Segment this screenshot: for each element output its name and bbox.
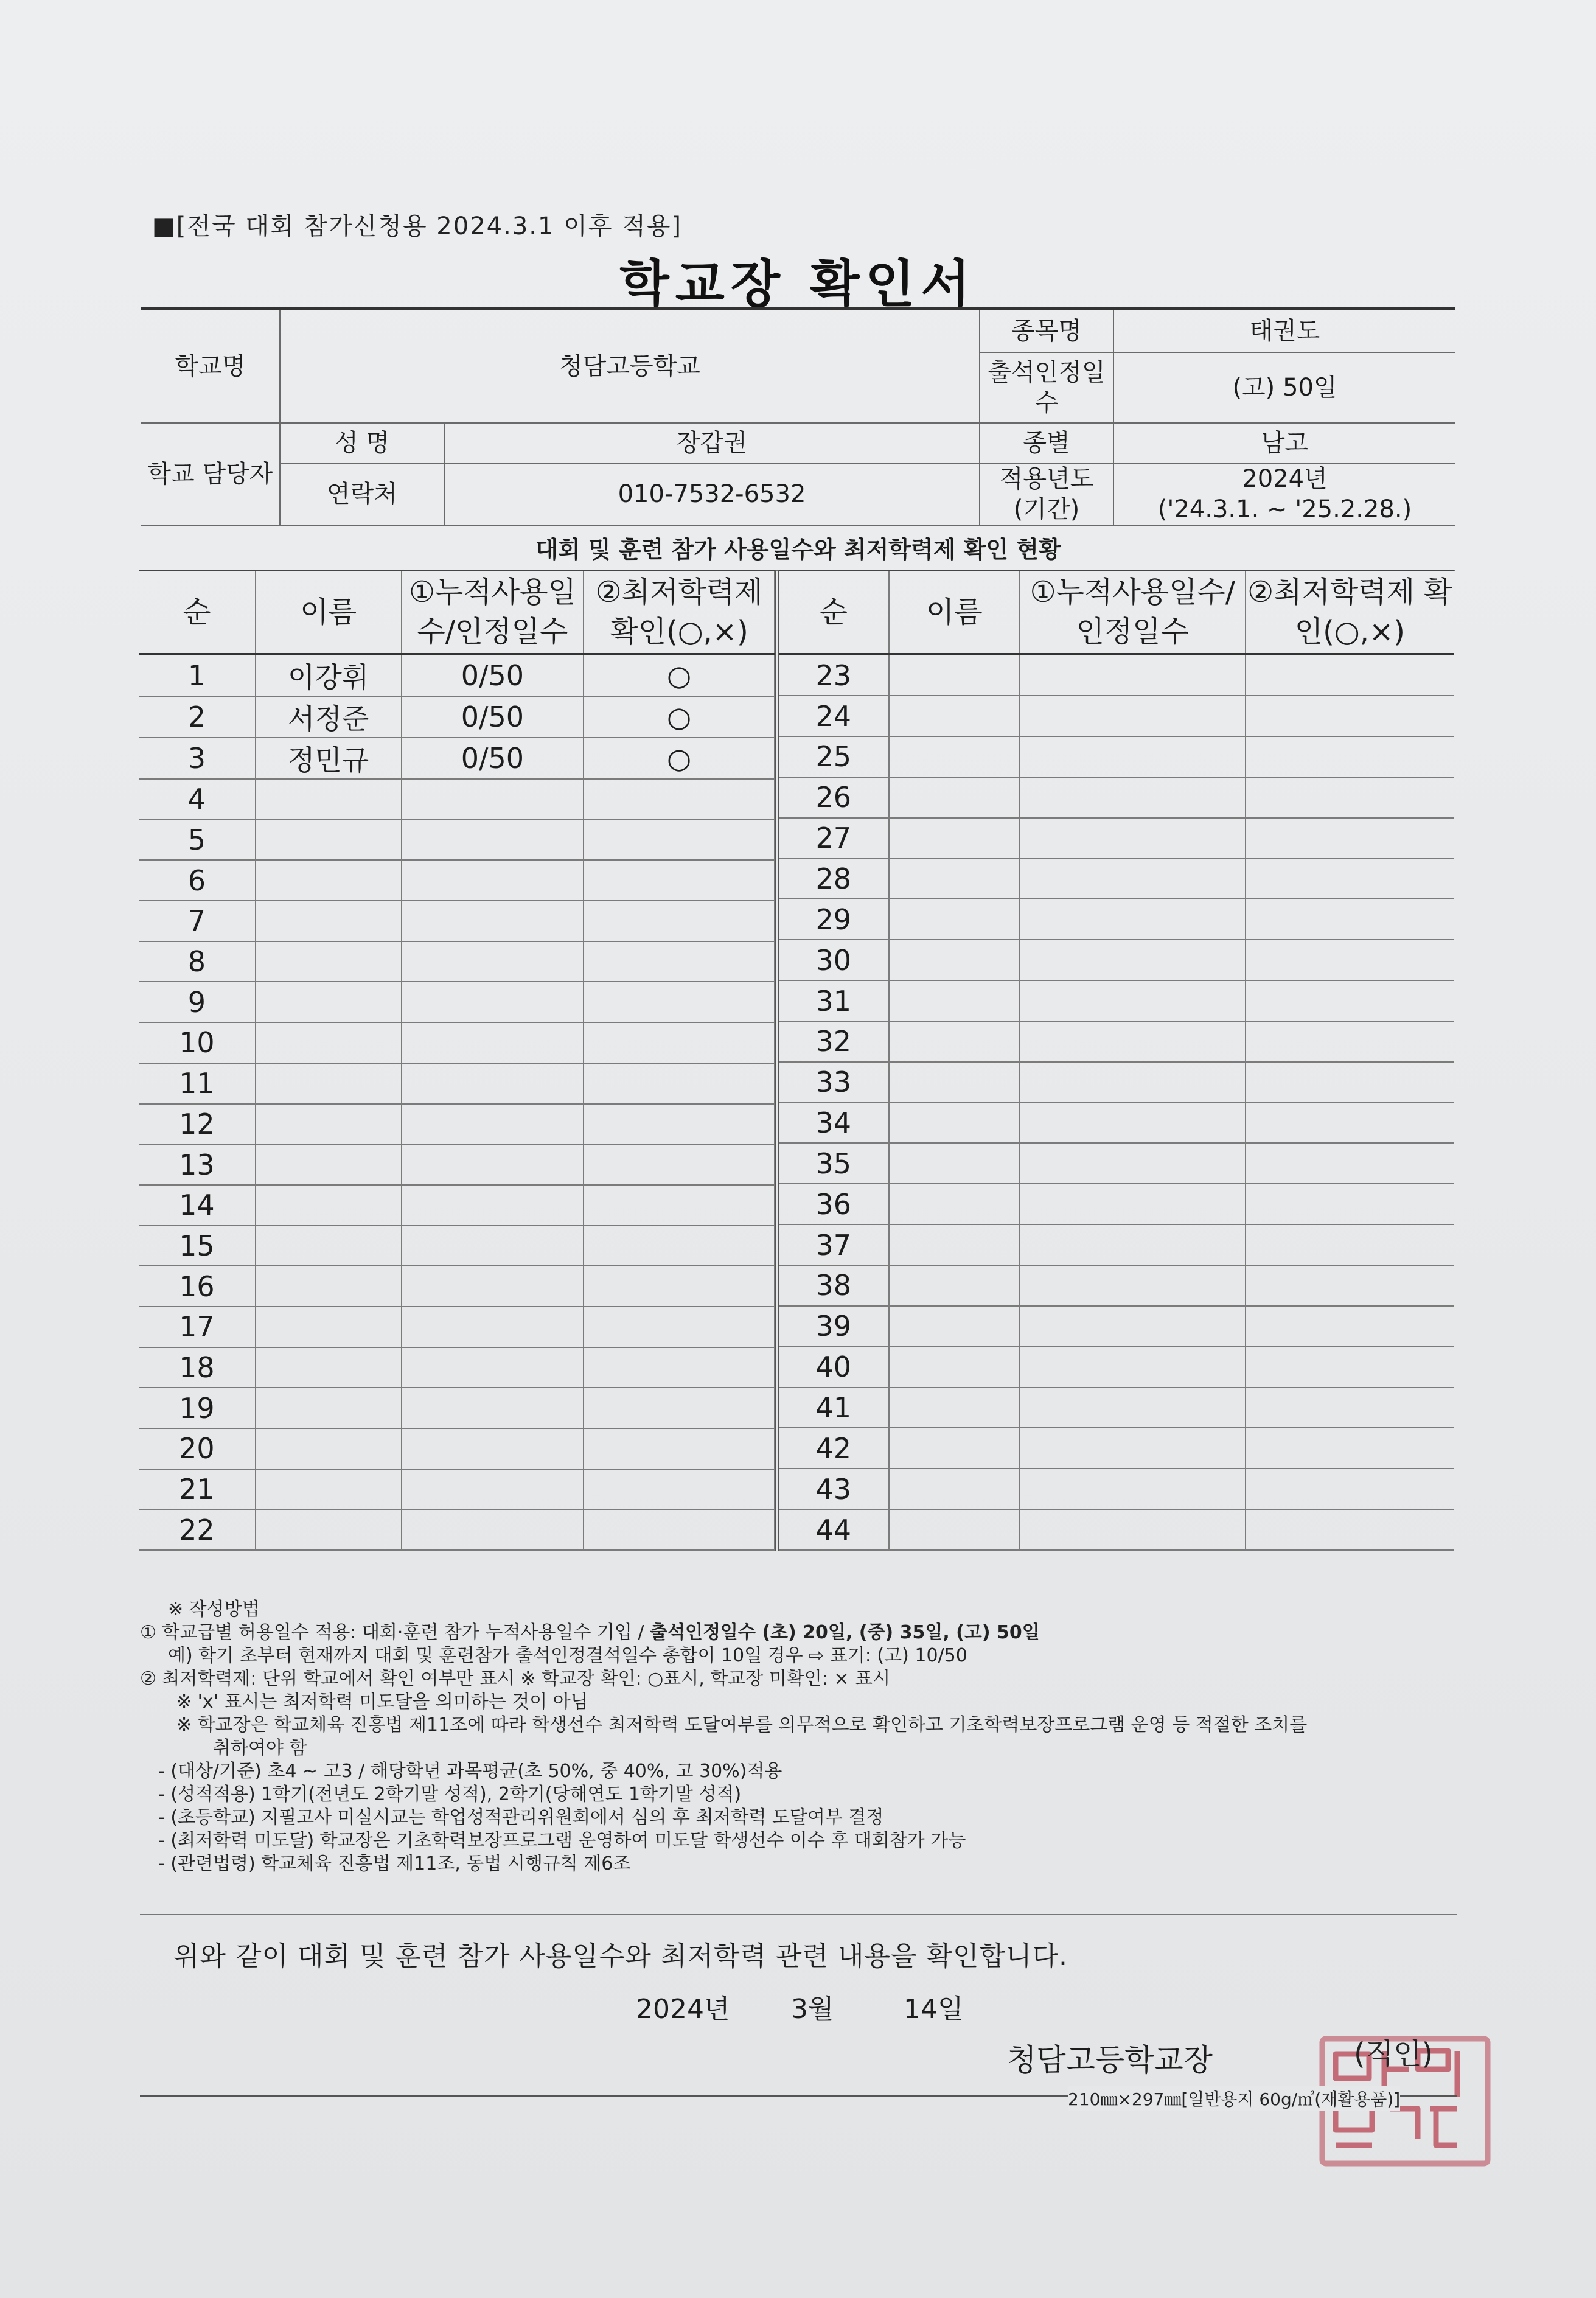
cell-check xyxy=(584,1063,775,1104)
table-row xyxy=(777,1265,1454,1306)
cell-days xyxy=(402,1388,584,1428)
cell-check xyxy=(1246,1062,1454,1103)
cell-check xyxy=(1246,818,1454,859)
cell-check xyxy=(584,779,775,820)
cell-days xyxy=(402,779,584,820)
cell-check xyxy=(1246,1347,1454,1388)
cell-name xyxy=(889,696,1020,736)
cell-days xyxy=(402,1307,584,1347)
cell-no: 7 xyxy=(139,901,256,941)
cell-check xyxy=(584,1428,775,1469)
cell-no: 29 xyxy=(777,899,889,940)
cell-no: 11 xyxy=(139,1063,256,1104)
cell-name: 이강휘 xyxy=(256,654,402,696)
cell-name xyxy=(256,1428,402,1469)
cell-check xyxy=(584,820,775,861)
table-row xyxy=(139,1428,775,1469)
attendance-value: (고) 50일 xyxy=(1113,352,1455,423)
cell-days xyxy=(402,1347,584,1388)
gender-label: 종별 xyxy=(980,423,1113,463)
cell-no: 17 xyxy=(139,1307,256,1347)
cell-name xyxy=(889,1306,1020,1347)
cell-days xyxy=(402,1226,584,1266)
col-header-name: 이름 xyxy=(889,571,1020,655)
cell-days xyxy=(402,1428,584,1469)
cell-name xyxy=(889,940,1020,980)
cell-no: 32 xyxy=(777,1021,889,1062)
cell-name xyxy=(889,1184,1020,1224)
participant-table-left xyxy=(139,570,775,1551)
cell-no: 20 xyxy=(139,1428,256,1469)
instruction-2: ② 최저학력제: 단위 학교에서 확인 여부만 표시 ※ 학교장 확인: ○표시, 학교장 미확인: × 표시 xyxy=(140,1668,891,1689)
cell-check xyxy=(1246,1469,1454,1509)
cell-days xyxy=(1020,859,1246,899)
divider xyxy=(140,1914,1457,1915)
cell-name xyxy=(889,1347,1020,1388)
cell-days: 0/50 xyxy=(402,696,584,738)
table-row xyxy=(777,696,1454,736)
cell-days xyxy=(402,1022,584,1063)
table-row xyxy=(139,941,775,982)
cell-days xyxy=(1020,1509,1246,1550)
cell-name xyxy=(889,1469,1020,1509)
table-row xyxy=(777,1062,1454,1103)
cell-name xyxy=(889,1428,1020,1469)
cell-name xyxy=(256,982,402,1022)
cell-check xyxy=(1246,859,1454,899)
cell-name xyxy=(889,1224,1020,1265)
cell-days xyxy=(1020,1428,1246,1469)
cell-days xyxy=(1020,940,1246,980)
cell-name xyxy=(889,859,1020,899)
cell-check xyxy=(584,1144,775,1185)
cell-days xyxy=(1020,1143,1246,1184)
cell-check: ○ xyxy=(584,696,775,738)
instruction-2-note-b-cont: 취하여야 함 xyxy=(213,1737,307,1759)
year-value xyxy=(1113,463,1455,525)
table-row xyxy=(139,1022,775,1063)
table-row xyxy=(777,1103,1454,1144)
cell-check xyxy=(584,1388,775,1428)
instruction-2-note-a: ※ 'x' 표시는 최저학력 미도달을 의미하는 것이 아님 xyxy=(176,1691,588,1713)
cell-days xyxy=(402,820,584,861)
cell-check xyxy=(584,860,775,901)
cell-no: 43 xyxy=(777,1469,889,1509)
cell-name xyxy=(256,1509,402,1550)
date-year: 2024년 xyxy=(636,1994,730,2025)
cell-check xyxy=(1246,1224,1454,1265)
table-row xyxy=(139,1226,775,1266)
cell-check xyxy=(1246,940,1454,980)
cell-name xyxy=(889,777,1020,818)
cell-no: 18 xyxy=(139,1347,256,1388)
table-row xyxy=(139,696,775,738)
cell-days xyxy=(402,1469,584,1510)
cell-check xyxy=(584,1104,775,1145)
cell-no: 23 xyxy=(777,654,889,696)
cell-name xyxy=(889,1062,1020,1103)
cell-days xyxy=(1020,1224,1246,1265)
cell-name xyxy=(256,1063,402,1104)
table-row xyxy=(777,859,1454,899)
cell-name xyxy=(256,901,402,941)
table-row xyxy=(139,901,775,941)
detail-3: - (초등학교) 지필고사 미실시교는 학업성적관리위원회에서 심의 후 최저학력 도달여부 결정 xyxy=(158,1807,884,1828)
cell-check xyxy=(1246,1428,1454,1469)
list-heading: 대회 및 훈련 참가 사용일수와 최저학력제 확인 현황 xyxy=(141,529,1455,571)
cell-check xyxy=(584,901,775,941)
sport-label: 종목명 xyxy=(980,309,1113,352)
cell-no: 13 xyxy=(139,1144,256,1185)
cell-name xyxy=(256,1022,402,1063)
col-header-check: ②최저학력제 확인(○,×) xyxy=(584,571,775,655)
cell-check: ○ xyxy=(584,738,775,779)
cell-name xyxy=(889,654,1020,696)
cell-no: 22 xyxy=(139,1509,256,1550)
cell-days xyxy=(402,941,584,982)
table-row xyxy=(777,1388,1454,1428)
cell-no: 3 xyxy=(139,738,256,779)
cell-no: 5 xyxy=(139,820,256,861)
cell-name xyxy=(256,860,402,901)
cell-check xyxy=(584,1022,775,1063)
table-row xyxy=(777,980,1454,1021)
table-row xyxy=(139,982,775,1022)
cell-no: 2 xyxy=(139,696,256,738)
cell-check xyxy=(1246,1388,1454,1428)
cell-check xyxy=(1246,1509,1454,1550)
cell-days xyxy=(1020,1347,1246,1388)
table-row xyxy=(139,1104,775,1145)
table-row xyxy=(777,899,1454,940)
col-header-no: 순 xyxy=(777,571,889,655)
cell-days xyxy=(1020,1469,1246,1509)
detail-5: - (관련법령) 학교체육 진흥법 제11조, 동법 시행규칙 제6조 xyxy=(158,1853,631,1874)
cell-no: 6 xyxy=(139,860,256,901)
cell-days xyxy=(1020,1265,1246,1306)
cell-no: 34 xyxy=(777,1103,889,1144)
cell-name xyxy=(889,1509,1020,1550)
cell-check xyxy=(1246,654,1454,696)
cell-check xyxy=(584,1226,775,1266)
cell-no: 1 xyxy=(139,654,256,696)
table-row xyxy=(777,1469,1454,1509)
instruction-1-bold: 출석인정일수 (초) 20일, (중) 35일, (고) 50일 xyxy=(650,1622,1040,1643)
cell-days xyxy=(1020,777,1246,818)
cell-no: 15 xyxy=(139,1226,256,1266)
table-row xyxy=(139,738,775,779)
cell-no: 33 xyxy=(777,1062,889,1103)
instructions-title: ※ 작성방법 xyxy=(168,1599,260,1620)
cell-name xyxy=(889,1021,1020,1062)
cell-check xyxy=(1246,980,1454,1021)
paper-spec: 210㎜×297㎜[일반용지 60g/㎡(재활용품)] xyxy=(1068,2086,1400,2111)
document-title: 학교장 확인서 xyxy=(619,254,977,314)
cell-name xyxy=(256,1307,402,1347)
manager-name-value: 장갑권 xyxy=(444,423,980,463)
rows-left xyxy=(139,654,775,1550)
cell-check xyxy=(1246,1021,1454,1062)
cell-name xyxy=(889,980,1020,1021)
detail-4: - (최저학력 미도달) 학교장은 기초학력보장프로그램 운영하여 미도달 학생선수 이수 후 대회참가 가능 xyxy=(158,1830,966,1851)
cell-no: 41 xyxy=(777,1388,889,1428)
cell-no: 24 xyxy=(777,696,889,736)
table-row xyxy=(777,736,1454,777)
table-row xyxy=(139,1469,775,1510)
cell-no: 16 xyxy=(139,1266,256,1307)
cell-name: 정민규 xyxy=(256,738,402,779)
table-row xyxy=(139,1509,775,1550)
cell-days xyxy=(402,1063,584,1104)
gender-value: 남고 xyxy=(1113,423,1455,463)
cell-no: 26 xyxy=(777,777,889,818)
cell-days xyxy=(1020,1388,1246,1428)
table-row xyxy=(139,1144,775,1185)
cell-days xyxy=(402,982,584,1022)
cell-check xyxy=(1246,1265,1454,1306)
cell-days xyxy=(1020,818,1246,859)
cell-name xyxy=(256,820,402,861)
cell-check xyxy=(584,1185,775,1226)
year-label: 적용년도 (기간) xyxy=(980,463,1113,525)
school-info-table xyxy=(141,307,1455,526)
cell-days xyxy=(1020,899,1246,940)
instruction-1 xyxy=(140,1621,1466,1644)
cell-check xyxy=(584,1266,775,1307)
cell-name xyxy=(889,736,1020,777)
cell-no: 30 xyxy=(777,940,889,980)
cell-no: 19 xyxy=(139,1388,256,1428)
cell-check xyxy=(1246,1306,1454,1347)
instruction-2-note-b: ※ 학교장은 학교체육 진흥법 제11조에 따라 학생선수 최저학력 도달여부를 의무적으로 확인하고 기초학력보장프로그램 운영 등 적절한 조치를 xyxy=(176,1714,1308,1736)
cell-days xyxy=(1020,696,1246,736)
cell-days xyxy=(1020,1306,1246,1347)
school-name-value: 청담고등학교 xyxy=(280,309,980,423)
cell-days xyxy=(1020,1184,1246,1224)
cell-no: 36 xyxy=(777,1184,889,1224)
cell-name xyxy=(889,818,1020,859)
table-row xyxy=(777,1428,1454,1469)
cell-check xyxy=(1246,736,1454,777)
cell-no: 8 xyxy=(139,941,256,982)
cell-name xyxy=(256,1266,402,1307)
cell-check: ○ xyxy=(584,654,775,696)
instructions xyxy=(140,1598,1466,1876)
cell-check xyxy=(1246,899,1454,940)
detail-2: - (성적적용) 1학기(전년도 2학기말 성적), 2학기(당해연도 1학기말 성적) xyxy=(158,1784,742,1805)
table-row xyxy=(139,1063,775,1104)
cell-days xyxy=(402,1509,584,1550)
form-version-note: ■[전국 대회 참가신청용 2024.3.1 이후 적용] xyxy=(152,212,683,240)
table-row xyxy=(139,1185,775,1226)
cell-check xyxy=(584,1469,775,1510)
date-month: 3월 xyxy=(791,1994,834,2025)
table-row xyxy=(139,1266,775,1307)
cell-no: 40 xyxy=(777,1347,889,1388)
cell-name xyxy=(256,1388,402,1428)
cell-name xyxy=(889,1388,1020,1428)
cell-name xyxy=(256,941,402,982)
table-row xyxy=(777,1509,1454,1550)
sport-value: 태권도 xyxy=(1113,309,1455,352)
cell-name: 서정준 xyxy=(256,696,402,738)
cell-days xyxy=(1020,1021,1246,1062)
cell-name xyxy=(256,779,402,820)
table-row xyxy=(139,779,775,820)
attendance-label: 출석인정일수 xyxy=(980,352,1113,423)
cell-name xyxy=(889,899,1020,940)
confirmation-statement: 위와 같이 대회 및 훈련 참가 사용일수와 최저학력 관련 내용을 확인합니다. xyxy=(173,1941,1068,1972)
col-header-check: ②최저학력제 확인(○,×) xyxy=(1246,571,1454,655)
table-row xyxy=(777,1347,1454,1388)
cell-check xyxy=(1246,696,1454,736)
cell-days xyxy=(402,860,584,901)
date-day: 14일 xyxy=(904,1994,964,2025)
cell-no: 35 xyxy=(777,1143,889,1184)
period-text: ('24.3.1. ~ '25.2.28.) xyxy=(1157,495,1412,523)
col-header-days: ①누적사용일수/인정일수 xyxy=(402,571,584,655)
cell-no: 31 xyxy=(777,980,889,1021)
table-row xyxy=(777,777,1454,818)
cell-no: 9 xyxy=(139,982,256,1022)
cell-no: 12 xyxy=(139,1104,256,1145)
cell-days xyxy=(402,901,584,941)
table-row xyxy=(777,1021,1454,1062)
cell-check xyxy=(1246,777,1454,818)
cell-no: 38 xyxy=(777,1265,889,1306)
participant-table-right xyxy=(775,570,1454,1551)
col-header-no: 순 xyxy=(139,571,256,655)
table-row xyxy=(139,654,775,696)
seal-label: (직인) xyxy=(1354,2037,1434,2071)
cell-check xyxy=(1246,1184,1454,1224)
contact-value: 010-7532-6532 xyxy=(444,463,980,525)
cell-days xyxy=(402,1144,584,1185)
table-row xyxy=(139,860,775,901)
cell-check xyxy=(584,982,775,1022)
cell-name xyxy=(889,1265,1020,1306)
cell-name xyxy=(889,1103,1020,1144)
cell-check xyxy=(584,941,775,982)
cell-name xyxy=(256,1226,402,1266)
cell-name xyxy=(256,1104,402,1145)
table-row xyxy=(139,1388,775,1428)
cell-days xyxy=(1020,980,1246,1021)
cell-no: 42 xyxy=(777,1428,889,1469)
manager-label: 학교 담당자 xyxy=(141,423,280,525)
cell-no: 37 xyxy=(777,1224,889,1265)
cell-no: 39 xyxy=(777,1306,889,1347)
table-row xyxy=(139,820,775,861)
year-text: 2024년 xyxy=(1242,465,1328,493)
table-row xyxy=(777,818,1454,859)
cell-check xyxy=(584,1347,775,1388)
cell-no: 21 xyxy=(139,1469,256,1510)
cell-no: 27 xyxy=(777,818,889,859)
principal-signature: 청담고등학교장 xyxy=(1007,2042,1213,2078)
cell-check xyxy=(1246,1103,1454,1144)
col-header-name: 이름 xyxy=(256,571,402,655)
cell-days xyxy=(402,1185,584,1226)
cell-no: 25 xyxy=(777,736,889,777)
instruction-1-example: 예) 학기 초부터 현재까지 대회 및 훈련참가 출석인정결석일수 총합이 10일 경우 ⇨ 표기: (고) 10/50 xyxy=(168,1645,967,1666)
cell-days xyxy=(402,1104,584,1145)
cell-no: 28 xyxy=(777,859,889,899)
table-row xyxy=(139,1307,775,1347)
participant-list xyxy=(139,570,1457,1551)
cell-days: 0/50 xyxy=(402,654,584,696)
cell-name xyxy=(256,1144,402,1185)
table-row xyxy=(777,1224,1454,1265)
table-row xyxy=(777,1184,1454,1224)
cell-no: 10 xyxy=(139,1022,256,1063)
detail-1: - (대상/기준) 초4 ~ 고3 / 해당학년 과목평균(초 50%, 중 40%, 고 30%)적용 xyxy=(158,1761,782,1782)
cell-name xyxy=(256,1347,402,1388)
cell-days xyxy=(1020,654,1246,696)
manager-name-label: 성 명 xyxy=(280,423,444,463)
cell-no: 44 xyxy=(777,1509,889,1550)
cell-check xyxy=(1246,1143,1454,1184)
cell-no: 14 xyxy=(139,1185,256,1226)
rows-right xyxy=(777,654,1454,1550)
cell-days xyxy=(1020,1062,1246,1103)
cell-days xyxy=(402,1266,584,1307)
cell-no: 4 xyxy=(139,779,256,820)
cell-days xyxy=(1020,1103,1246,1144)
cell-name xyxy=(256,1185,402,1226)
school-name-label: 학교명 xyxy=(141,309,280,423)
instruction-1-text: ① 학교급별 허용일수 적용: 대회·훈련 참가 누적사용일수 기입 / xyxy=(140,1622,650,1643)
cell-name xyxy=(256,1469,402,1510)
cell-check xyxy=(584,1509,775,1550)
table-row xyxy=(777,940,1454,980)
table-row xyxy=(777,1143,1454,1184)
table-row xyxy=(139,1347,775,1388)
cell-days xyxy=(1020,736,1246,777)
cell-name xyxy=(889,1143,1020,1184)
table-row xyxy=(777,654,1454,696)
contact-label: 연락처 xyxy=(280,463,444,525)
cell-days: 0/50 xyxy=(402,738,584,779)
col-header-days: ①누적사용일수/인정일수 xyxy=(1020,571,1246,655)
cell-check xyxy=(584,1307,775,1347)
table-row xyxy=(777,1306,1454,1347)
